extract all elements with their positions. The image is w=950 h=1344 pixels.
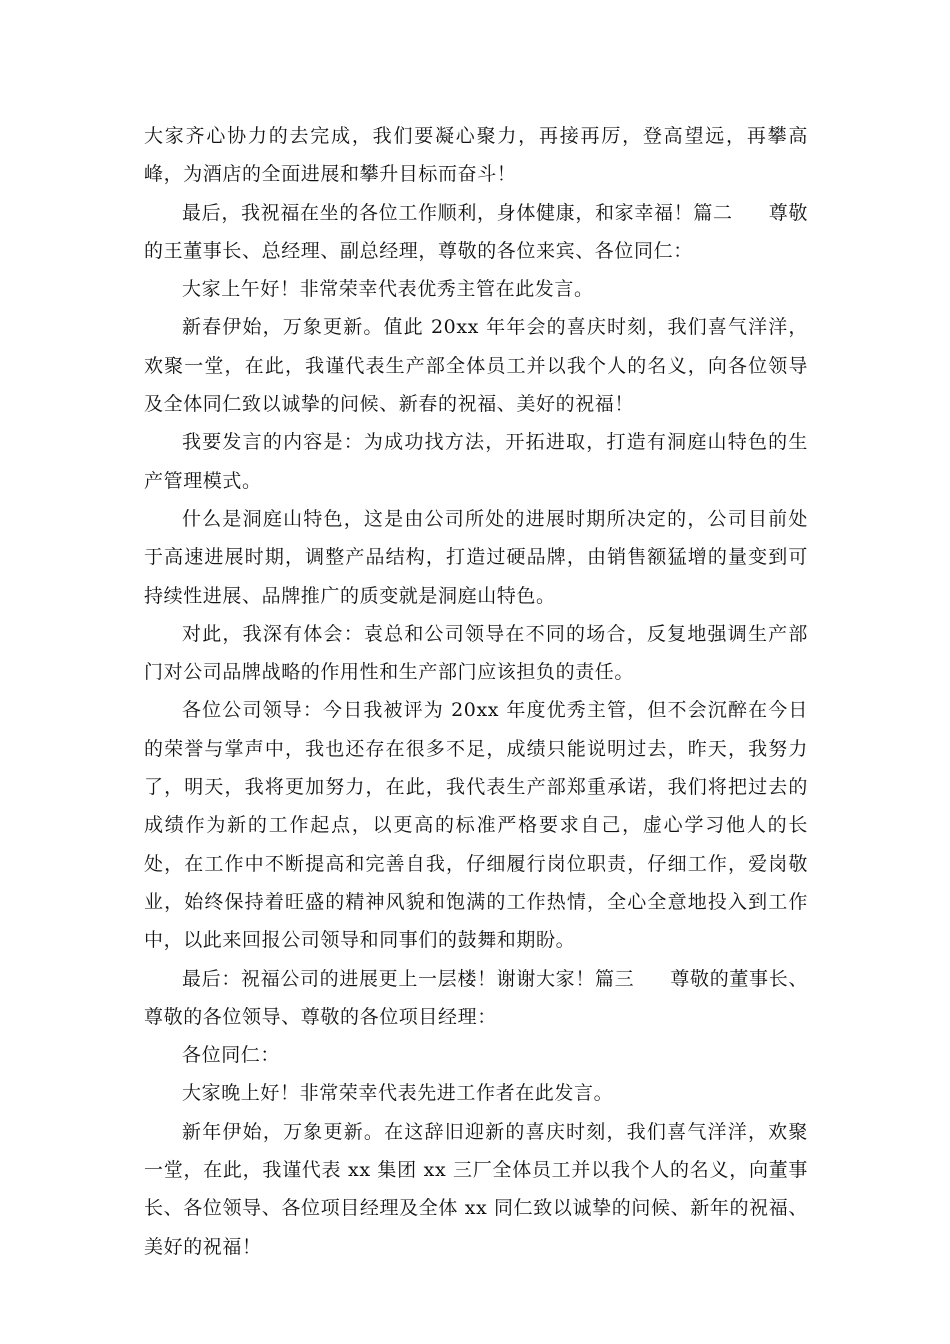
paragraph-6 (144, 500, 808, 615)
paragraph-tail-text: 尊敬的董事长、尊敬的各位领导、尊敬的各位项目经理： (144, 967, 808, 1028)
paragraph-3 (144, 270, 808, 308)
paragraph-5 (144, 423, 808, 500)
paragraph-4 (144, 308, 808, 423)
paragraph-2 (144, 194, 808, 271)
paragraph-1 (144, 117, 808, 194)
paragraph-10 (144, 1036, 808, 1074)
paragraph-text: 什么是洞庭山特色，这是由公司所处的进展时期所决定的，公司目前处于高速进展时期，调整产品结构，打造过硬品牌，由销售额猛增的量变到可持续性进展、品牌推广的质变就是洞庭山特色。 (144, 507, 808, 607)
paragraph-8 (144, 691, 808, 959)
document-body (144, 117, 808, 1266)
paragraph-9 (144, 960, 808, 1037)
paragraph-text: 大家齐心协力的去完成，我们要凝心聚力，再接再厉，登高望远，再攀高峰，为酒店的全面进展和攀升目标而奋斗！ (144, 125, 808, 186)
paragraph-tail-text: 尊敬的王董事长、总经理、副总经理，尊敬的各位来宾、各位同仁： (144, 201, 808, 262)
paragraph-text: 大家晚上好！非常荣幸代表先进工作者在此发言。 (182, 1082, 614, 1105)
paragraph-text: 各位同仁： (182, 1044, 281, 1067)
paragraph-text: 各位公司领导：今日我被评为 20xx 年度优秀主管，但不会沉醉在今日的荣誉与掌声中，我也还存在很多不足，成绩只能说明过去，昨天，我努力了，明天，我将更加努力，在此，我代表生产部郑重承诺，我们将把过去的成绩作为新的工作起点，以更高的标准严格要求自己，虚心学习他人的长处，在工作中不断提高和完善自我，仔细履行岗位职责，仔细工作，爱岗敬业，始终保持着旺盛的精神风貌和饱满的工作热情，全心全意地投入到工作中，以此来回报公司领导和同事们的鼓舞和期盼。 (144, 699, 808, 952)
paragraph-text: 对此，我深有体会：袁总和公司领导在不同的场合，反复地强调生产部门对公司品牌战略的作用性和生产部门应该担负的责任。 (144, 622, 808, 684)
paragraph-text: 新年伊始，万象更新。在这辞旧迎新的喜庆时刻，我们喜气洋洋，欢聚一堂，在此，我谨代表 xx 集团 xx 三厂全体员工并以我个人的名义，向董事长、各位领导、各位项目经理及全体 xx 同仁致以诚挚的问候、新年的祝福、美好的祝福！ (144, 1120, 808, 1258)
paragraph-7 (144, 615, 808, 692)
paragraph-text: 新春伊始，万象更新。值此 20xx 年年会的喜庆时刻，我们喜气洋洋，欢聚一堂，在此，我谨代表生产部全体员工并以我个人的名义，向各位领导及全体同仁致以诚挚的问候、新春的祝福、美好的祝福！ (144, 316, 808, 416)
paragraph-12 (144, 1113, 808, 1266)
paragraph-text: 最后，我祝福在坐的各位工作顺利，身体健康，和家幸福！篇二 (182, 201, 733, 224)
paragraph-11 (144, 1074, 808, 1112)
paragraph-text: 大家上午好！非常荣幸代表优秀主管在此发言。 (182, 278, 594, 301)
paragraph-text: 我要发言的内容是：为成功找方法，开拓进取，打造有洞庭山特色的生产管理模式。 (144, 431, 808, 492)
paragraph-text: 最后：祝福公司的进展更上一层楼！谢谢大家！篇三 (182, 967, 635, 990)
